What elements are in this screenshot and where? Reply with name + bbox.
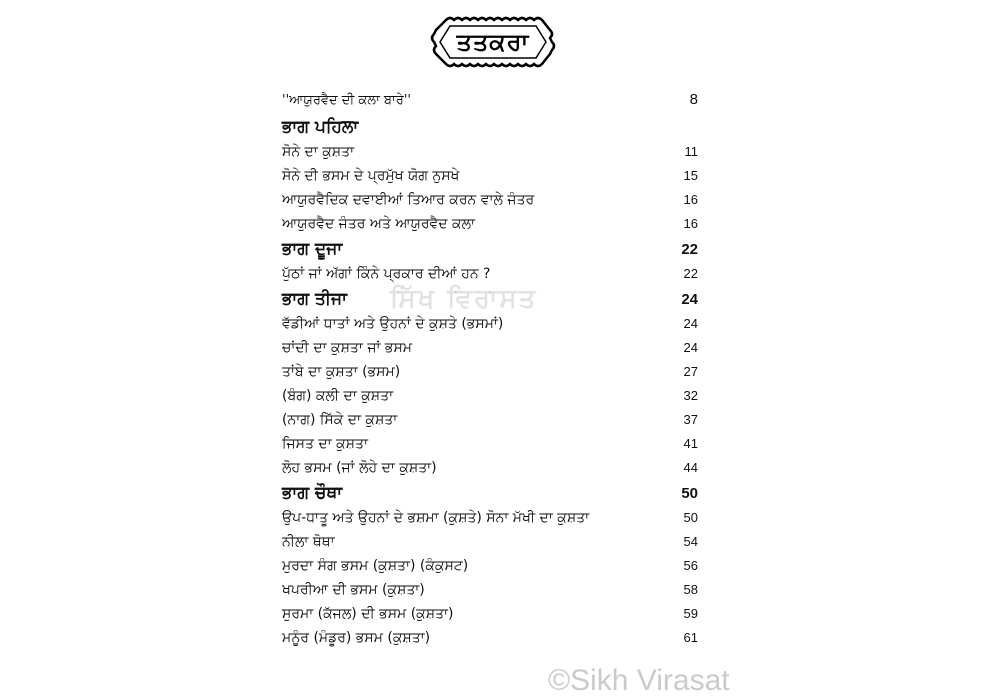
toc-page-number: 22 bbox=[681, 241, 698, 258]
toc-page-number: 24 bbox=[683, 316, 698, 331]
toc-entry-label: ਸੋਨੇ ਦਾ ਕੁਸ਼ਤਾ bbox=[282, 144, 355, 160]
title-badge bbox=[428, 14, 558, 70]
toc-entry-label: ''ਆਯੁਰਵੈਦ ਦੀ ਕਲਾ ਬਾਰੇ'' bbox=[282, 93, 411, 108]
toc-section-heading bbox=[282, 114, 698, 140]
toc-entry bbox=[282, 312, 698, 336]
toc-page-number: 24 bbox=[681, 291, 698, 308]
toc-entry-label: (ਨਾਗ) ਸਿੱਕੇ ਦਾ ਕੁਸ਼ਤਾ bbox=[282, 412, 398, 428]
toc-entry-label: ਜਿਸਤ ਦਾ ਕੁਸ਼ਤਾ bbox=[282, 436, 368, 452]
toc-section-heading bbox=[282, 480, 698, 506]
toc-entry-label: (ਬੰਗ) ਕਲੀ ਦਾ ਕੁਸ਼ਤਾ bbox=[282, 388, 394, 404]
toc-page-number: 44 bbox=[683, 460, 698, 475]
toc-entry-label: ਤਾਂਬੇ ਦਾ ਕੁਸ਼ਤਾ (ਭਸਮ) bbox=[282, 364, 401, 380]
toc-entry-label: ਸੋਨੇ ਦੀ ਭਸਮ ਦੇ ਪ੍ਰਮੁੱਖ ਯੋਗ ਨੁਸਖੇ bbox=[282, 168, 460, 184]
toc-entry bbox=[282, 336, 698, 360]
toc-page-number: 11 bbox=[684, 144, 698, 159]
toc-page-number: 22 bbox=[683, 266, 698, 281]
toc-page-number: 15 bbox=[683, 168, 698, 183]
toc-entry-label: ਭਾਗ ਚੌਥਾ bbox=[282, 483, 343, 503]
toc-page-number: 41 bbox=[683, 436, 698, 451]
toc-section-heading bbox=[282, 286, 698, 312]
toc-page-number: 56 bbox=[683, 558, 698, 573]
toc-entry-label: ਉਪ-ਧਾਤੂ ਅਤੇ ਉਹਨਾਂ ਦੇ ਭਸ਼ਮਾ (ਕੁਸ਼ਤੇ) ਸੋਨਾ ਮੱਖੀ ਦਾ ਕੁਸ਼ਤਾ bbox=[282, 510, 590, 526]
toc-entry-label: ਸੁਰਮਾ (ਕੱਜਲ) ਦੀ ਭਸਮ (ਕੁਸ਼ਤਾ) bbox=[282, 606, 454, 622]
toc-entry bbox=[282, 360, 698, 384]
toc-page-number: 50 bbox=[683, 510, 698, 525]
toc-entry bbox=[282, 140, 698, 164]
toc-entry bbox=[282, 86, 698, 114]
toc-entry bbox=[282, 602, 698, 626]
toc-entry bbox=[282, 262, 698, 286]
toc-page-number: 37 bbox=[683, 412, 698, 427]
toc-entry-label: ਭਾਗ ਤੀਜਾ bbox=[282, 289, 347, 309]
toc-entry-label: ਲੋਹ ਭਸਮ (ਜਾਂ ਲੋਹੇ ਦਾ ਕੁਸ਼ਤਾ) bbox=[282, 460, 437, 476]
toc-entry bbox=[282, 212, 698, 236]
toc-page-number: 50 bbox=[681, 485, 698, 502]
toc-entry-label: ਆਯੁਰਵੈਦ ਜੰਤਰ ਅਤੇ ਆਯੁਰਵੈਦ ਕਲਾ bbox=[282, 216, 476, 232]
toc-entry-label: ਚਾਂਦੀ ਦਾ ਕੁਸ਼ਤਾ ਜਾਂ ਭਸਮ bbox=[282, 340, 413, 356]
toc-page-number: 59 bbox=[683, 606, 698, 621]
toc-entry-label: ਮੁਰਦਾ ਸੰਗ ਭਸਮ (ਕੁਸ਼ਤਾ) (ਕੰਕੁਸਟ) bbox=[282, 558, 469, 574]
toc-entry-label: ਵੱਡੀਆਂ ਧਾਤਾਂ ਅਤੇ ਉਹਨਾਂ ਦੇ ਕੁਸ਼ਤੇ (ਭਸਮਾਂ) bbox=[282, 316, 504, 332]
toc-entry bbox=[282, 626, 698, 650]
toc-page-number: 32 bbox=[683, 388, 698, 403]
toc-section-heading bbox=[282, 236, 698, 262]
toc-page-number: 27 bbox=[683, 364, 698, 379]
toc-entry-label: ਮਨੂੰਰ (ਮੰਡੂਰ) ਭਸਮ (ਕੁਸ਼ਤਾ) bbox=[282, 630, 431, 646]
toc-entry bbox=[282, 188, 698, 212]
toc-entry bbox=[282, 164, 698, 188]
toc-page-number: 58 bbox=[683, 582, 698, 597]
page-title: ਤਤਕਰਾ bbox=[456, 28, 530, 56]
toc-entry-label: ਭਾਗ ਪਹਿਲਾ bbox=[282, 117, 359, 137]
toc-entry bbox=[282, 432, 698, 456]
toc-entry bbox=[282, 578, 698, 602]
corner-watermark: ©Sikh Virasat bbox=[548, 664, 730, 697]
toc-entry bbox=[282, 456, 698, 480]
toc-entry bbox=[282, 506, 698, 530]
toc-entry bbox=[282, 384, 698, 408]
toc-entry-label: ਨੀਲਾ ਥੋਥਾ bbox=[282, 534, 335, 550]
toc-entry-label: ਪੁੱਠਾਂ ਜਾਂ ਅੱਗਾਂ ਕਿੰਨੇ ਪ੍ਰਕਾਰ ਦੀਆਂ ਹਨ ? bbox=[282, 266, 491, 282]
center-watermark: ਸਿੱਖ ਵਿਰਾਸਤ bbox=[390, 284, 538, 314]
toc-entry bbox=[282, 408, 698, 432]
table-of-contents bbox=[282, 86, 698, 650]
toc-entry bbox=[282, 554, 698, 578]
toc-entry-label: ਭਾਗ ਦੂਜਾ bbox=[282, 239, 343, 259]
toc-entry-label: ਖਪਰੀਆ ਦੀ ਭਸਮ (ਕੁਸ਼ਤਾ) bbox=[282, 582, 425, 598]
toc-page-number: 54 bbox=[683, 534, 698, 549]
toc-entry-label: ਆਯੁਰਵੈਦਿਕ ਦਵਾਈਆਂ ਤਿਆਰ ਕਰਨ ਵਾਲੇ ਜੰਤਰ bbox=[282, 192, 535, 208]
toc-page-number: 16 bbox=[683, 192, 698, 207]
toc-page-number: 24 bbox=[683, 340, 698, 355]
toc-page-number: 16 bbox=[683, 216, 698, 231]
toc-page-number: 8 bbox=[689, 91, 698, 108]
toc-entry bbox=[282, 530, 698, 554]
toc-page-number: 61 bbox=[683, 630, 698, 645]
